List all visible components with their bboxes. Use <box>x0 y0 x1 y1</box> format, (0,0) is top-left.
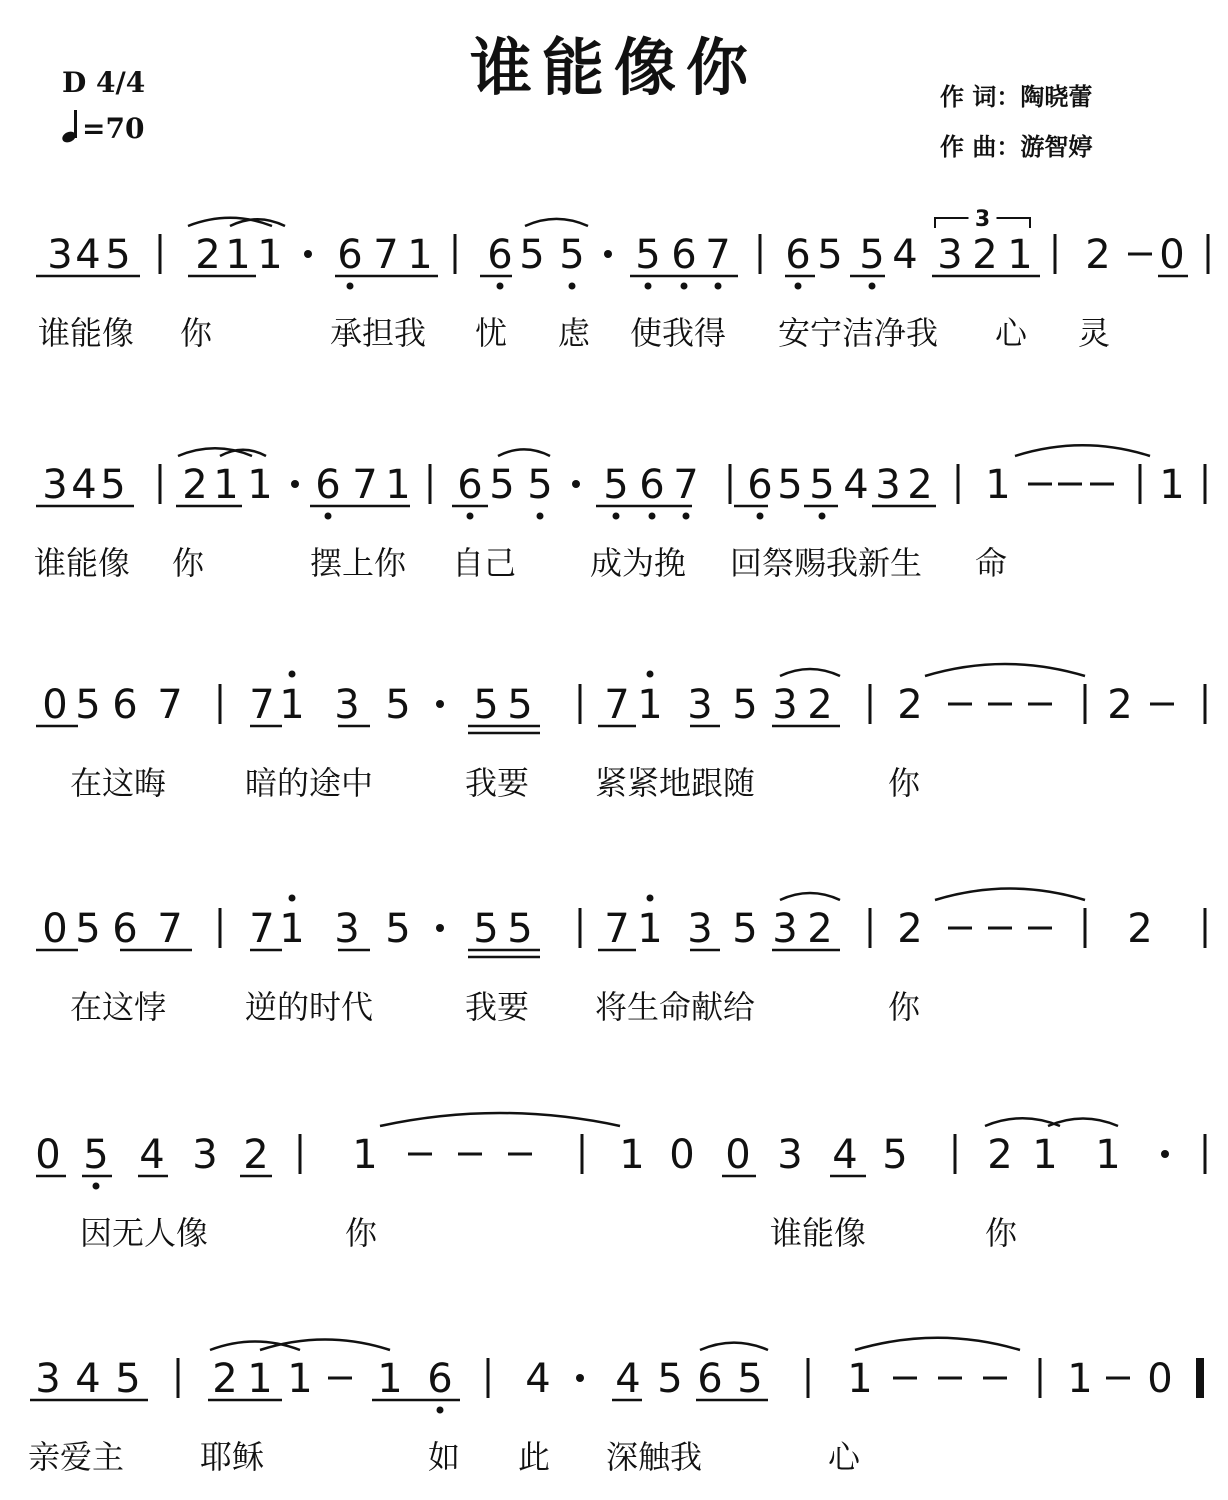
note-digit: 2 <box>972 232 998 278</box>
lower-octave-dot <box>757 513 764 520</box>
lyric-segment: 忧 <box>475 314 508 352</box>
note-digit: 7 <box>249 906 275 952</box>
note-digit: 1 <box>352 1132 378 1178</box>
note-digit: 6 <box>315 462 341 508</box>
note-digit: 0 <box>1147 1356 1173 1402</box>
tie-slur <box>780 893 840 900</box>
song-title: 谁能像你 <box>469 31 758 104</box>
tie-slur <box>935 889 1085 901</box>
lyric-segment: 谁能像 <box>770 1214 867 1252</box>
lyric-segment: 将生命献给 <box>595 988 756 1026</box>
note-digit: 1 <box>287 1356 313 1402</box>
upper-octave-dot <box>289 671 296 678</box>
note-digit: 1 <box>847 1356 873 1402</box>
note-digit: 7 <box>352 462 378 508</box>
note-digit: 1 <box>213 462 239 508</box>
note-digit: 2 <box>807 906 833 952</box>
triplet-number: 3 <box>974 207 991 232</box>
lyric-segment: 谁能像 <box>34 544 131 582</box>
lyric-segment: 你 <box>172 544 205 582</box>
upper-octave-dot <box>289 895 296 902</box>
note-digit: 1 <box>1067 1356 1093 1402</box>
lyric-segment: 在这晦 <box>70 764 167 802</box>
note-digit: 3 <box>875 462 901 508</box>
tie-slur <box>700 1343 768 1350</box>
dot-augment <box>304 250 312 258</box>
note-digit: 2 <box>182 462 208 508</box>
note-digit: 3 <box>334 906 360 952</box>
lyric-segment: 灵 <box>1078 314 1111 352</box>
dot-augment <box>436 924 444 932</box>
note-digit: 5 <box>777 462 803 508</box>
note-digit: 1 <box>247 1356 273 1402</box>
lyric-segment: 你 <box>888 764 921 802</box>
lyric-segment: 心 <box>828 1438 861 1476</box>
note-digit: 4 <box>525 1356 551 1402</box>
note-digit: 1 <box>1032 1132 1058 1178</box>
note-digit: 5 <box>817 232 843 278</box>
lyric-segment: 心 <box>995 314 1028 352</box>
lower-octave-dot <box>645 283 652 290</box>
note-digit: 7 <box>157 682 183 728</box>
note-digit: 6 <box>427 1356 453 1402</box>
tie-slur <box>855 1338 1020 1350</box>
note-digit: 0 <box>669 1132 695 1178</box>
lyric-segment: 命 <box>975 544 1008 582</box>
note-digit: 6 <box>112 682 138 728</box>
note-digit: 5 <box>882 1132 908 1178</box>
note-digit: 5 <box>559 232 585 278</box>
note-digit: 0 <box>42 682 68 728</box>
note-digit: 6 <box>671 232 697 278</box>
note-digit: 5 <box>657 1356 683 1402</box>
note-digit: 4 <box>75 232 101 278</box>
note-digit: 0 <box>725 1132 751 1178</box>
lyric-segment: 紧紧地跟随 <box>595 764 756 802</box>
lower-octave-dot <box>325 513 332 520</box>
note-digit: 6 <box>337 232 363 278</box>
note-digit: 0 <box>35 1132 61 1178</box>
lyric-segment: 成为挽 <box>590 544 687 582</box>
note-digit: 1 <box>637 682 663 728</box>
upper-octave-dot <box>647 671 654 678</box>
note-digit: 5 <box>809 462 835 508</box>
note-digit: 2 <box>1127 906 1153 952</box>
lyric-segment: 耶稣 <box>200 1438 265 1476</box>
note-digit: 7 <box>604 906 630 952</box>
note-digit: 0 <box>42 906 68 952</box>
note-digit: 5 <box>75 682 101 728</box>
note-digit: 5 <box>489 462 515 508</box>
note-digit: 4 <box>892 232 918 278</box>
lower-octave-dot <box>869 283 876 290</box>
lyric-segment: 谁能像 <box>38 314 135 352</box>
dot-augment <box>436 700 444 708</box>
note-digit: 2 <box>987 1132 1013 1178</box>
tie-slur <box>525 219 588 226</box>
lyric-segment: 你 <box>888 988 921 1026</box>
note-digit: 5 <box>100 462 126 508</box>
note-digit: 6 <box>457 462 483 508</box>
note-digit: 6 <box>697 1356 723 1402</box>
note-digit: 5 <box>732 682 758 728</box>
lower-octave-dot <box>347 283 354 290</box>
note-digit: 1 <box>279 906 305 952</box>
lower-octave-dot <box>683 513 690 520</box>
note-digit: 5 <box>507 682 533 728</box>
note-digit: 2 <box>1085 232 1111 278</box>
tie-slur <box>780 669 840 676</box>
lower-octave-dot <box>93 1183 100 1190</box>
note-digit: 3 <box>192 1132 218 1178</box>
tie-slur <box>380 1113 620 1126</box>
note-digit: 2 <box>243 1132 269 1178</box>
note-digit: 0 <box>1159 232 1185 278</box>
dot-augment <box>604 250 612 258</box>
note-digit: 1 <box>1007 232 1033 278</box>
note-digit: 6 <box>747 462 773 508</box>
lyric-segment: 如 <box>428 1438 461 1476</box>
lower-octave-dot <box>437 1407 444 1414</box>
note-digit: 5 <box>737 1356 763 1402</box>
lyric-segment: 虑 <box>558 314 591 352</box>
note-digit: 3 <box>334 682 360 728</box>
note-digit: 1 <box>377 1356 403 1402</box>
note-digit: 4 <box>832 1132 858 1178</box>
note-digit: 2 <box>907 462 933 508</box>
tie-slur <box>260 1340 390 1351</box>
note-digit: 5 <box>385 906 411 952</box>
note-digit: 7 <box>249 682 275 728</box>
note-digit: 1 <box>257 232 283 278</box>
note-digit: 3 <box>777 1132 803 1178</box>
note-digit: 5 <box>635 232 661 278</box>
note-digit: 3 <box>687 906 713 952</box>
note-digit: 3 <box>937 232 963 278</box>
note-digit: 5 <box>105 232 131 278</box>
note-digit: 5 <box>473 682 499 728</box>
note-digit: 2 <box>1107 682 1133 728</box>
note-digit: 1 <box>225 232 251 278</box>
lyric-segment: 安宁洁净我 <box>778 314 939 352</box>
lyric-segment: 我要 <box>465 764 530 802</box>
lower-octave-dot <box>613 513 620 520</box>
note-digit: 3 <box>35 1356 61 1402</box>
note-digit: 1 <box>637 906 663 952</box>
lyric-segment: 回祭赐我新生 <box>730 544 923 582</box>
dot-augment <box>576 1374 584 1382</box>
lower-octave-dot <box>537 513 544 520</box>
lower-octave-dot <box>795 283 802 290</box>
note-digit: 5 <box>75 906 101 952</box>
lower-octave-dot <box>649 513 656 520</box>
note-digit: 2 <box>195 232 221 278</box>
upper-octave-dot <box>647 895 654 902</box>
tie-slur <box>230 219 285 226</box>
note-digit: 4 <box>615 1356 641 1402</box>
note-digit: 1 <box>619 1132 645 1178</box>
note-digit: 6 <box>487 232 513 278</box>
lower-octave-dot <box>467 513 474 520</box>
note-digit: 1 <box>407 232 433 278</box>
lyric-segment: 自己 <box>452 544 517 582</box>
note-digit: 4 <box>75 1356 101 1402</box>
note-digit: 7 <box>705 232 731 278</box>
lyric-segment: 逆的时代 <box>245 988 374 1026</box>
lyric-segment: 此 <box>518 1438 551 1476</box>
note-digit: 1 <box>385 462 411 508</box>
dot-augment <box>572 480 580 488</box>
note-digit: 5 <box>115 1356 141 1402</box>
lower-octave-dot <box>497 283 504 290</box>
lyric-segment: 你 <box>985 1214 1018 1252</box>
lyric-segment: 我要 <box>465 988 530 1026</box>
note-digit: 5 <box>385 682 411 728</box>
note-digit: 6 <box>112 906 138 952</box>
note-digit: 5 <box>527 462 553 508</box>
note-digit: 5 <box>519 232 545 278</box>
note-digit: 7 <box>157 906 183 952</box>
note-digit: 4 <box>139 1132 165 1178</box>
lyric-segment: 摆上你 <box>310 544 407 582</box>
note-digit: 1 <box>1095 1132 1121 1178</box>
note-digit: 7 <box>604 682 630 728</box>
note-digit: 4 <box>71 462 97 508</box>
lyric-segment: 使我得 <box>630 314 727 352</box>
lyric-segment: 深触我 <box>606 1438 703 1476</box>
lyric-segment: 在这悖 <box>70 988 167 1026</box>
lyricist-credit: 作 词：陶晓蕾 <box>940 83 1093 111</box>
dot-augment <box>291 480 299 488</box>
dot-augment <box>1161 1150 1169 1158</box>
note-digit: 3 <box>772 906 798 952</box>
note-digit: 5 <box>507 906 533 952</box>
lyric-segment: 你 <box>345 1214 378 1252</box>
note-digit: 6 <box>785 232 811 278</box>
lyric-segment: 暗的途中 <box>245 764 374 802</box>
tie-slur <box>498 449 550 456</box>
composer-credit: 作 曲：游智婷 <box>940 133 1093 161</box>
note-digit: 3 <box>772 682 798 728</box>
note-digit: 7 <box>673 462 699 508</box>
lyric-segment: 因无人像 <box>80 1214 209 1252</box>
lower-octave-dot <box>819 513 826 520</box>
lyric-segment: 你 <box>180 314 213 352</box>
note-digit: 2 <box>807 682 833 728</box>
note-digit: 1 <box>1159 462 1185 508</box>
note-digit: 4 <box>843 462 869 508</box>
note-digit: 3 <box>42 462 68 508</box>
lyric-segment: 亲爱主 <box>28 1438 125 1476</box>
note-digit: 2 <box>897 682 923 728</box>
note-digit: 1 <box>247 462 273 508</box>
note-digit: 6 <box>639 462 665 508</box>
note-digit: 5 <box>473 906 499 952</box>
note-digit: 1 <box>985 462 1011 508</box>
note-digit: 3 <box>687 682 713 728</box>
tempo-value: =70 <box>82 112 145 145</box>
key-signature: D 4/4 <box>62 66 146 99</box>
note-digit: 3 <box>47 232 73 278</box>
tie-slur <box>1015 445 1150 456</box>
lyric-segment: 承担我 <box>330 314 427 352</box>
note-digit: 2 <box>212 1356 238 1402</box>
note-digit: 5 <box>83 1132 109 1178</box>
lower-octave-dot <box>681 283 688 290</box>
lower-octave-dot <box>569 283 576 290</box>
note-digit: 5 <box>732 906 758 952</box>
note-digit: 5 <box>859 232 885 278</box>
lower-octave-dot <box>715 283 722 290</box>
final-barline <box>1196 1358 1204 1398</box>
note-digit: 7 <box>373 232 399 278</box>
tie-slur <box>925 664 1085 676</box>
note-digit: 2 <box>897 906 923 952</box>
note-digit: 5 <box>603 462 629 508</box>
note-digit: 1 <box>279 682 305 728</box>
